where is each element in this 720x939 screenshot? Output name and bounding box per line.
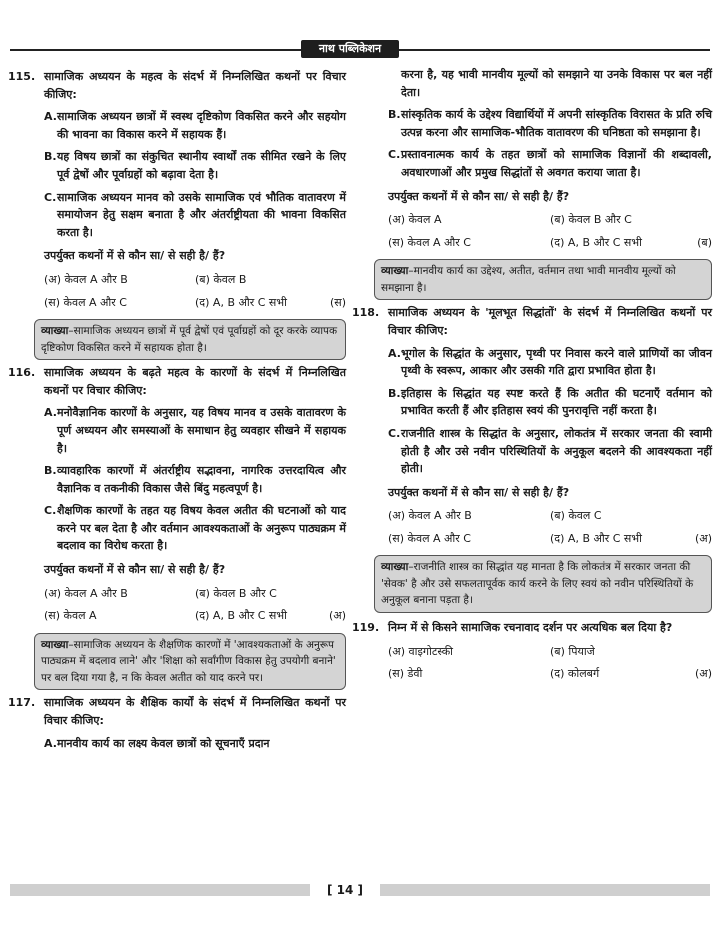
footer-bar-left bbox=[10, 884, 310, 896]
statement-a: मनोवैज्ञानिक कारणों के अनुसार, यह विषय मानव व उसके वातावरण के पूर्ण अध्ययन और समस्याओं के समाधान हेतु व्यवहार सीखने में सहायक है। bbox=[57, 406, 346, 455]
explanation-box bbox=[374, 259, 712, 300]
explanation-box bbox=[34, 319, 346, 360]
option-d: (द) A, B और C सभी (ब) bbox=[550, 234, 712, 252]
explanation-label: व्याख्या bbox=[381, 265, 409, 278]
question-number: 119. bbox=[352, 620, 380, 634]
question-prompt: उपर्युक्त कथनों में से कौन सा/ से सही है/ हैं? bbox=[44, 563, 226, 577]
answer-key: (अ) bbox=[329, 609, 346, 623]
question-119 bbox=[352, 619, 712, 683]
left-column bbox=[8, 66, 346, 752]
question-text: सामाजिक अध्ययन के बढ़ते महत्व के कारणों के संदर्भ में निम्नलिखित कथनों पर विचार कीजिए: bbox=[44, 366, 346, 397]
option-d: (द) कोलबर्ग (अ) bbox=[550, 665, 712, 683]
answer-key: (स) bbox=[329, 295, 346, 309]
page-footer bbox=[10, 880, 710, 902]
question-116: 116. सामाजिक अध्ययन के बढ़ते महत्व के कारणों के संदर्भ में निम्नलिखित कथनों पर विचार कीजिए: A. मनोवैज्ञानिक कारणों के अनुसार, यह विषय मानव व उसके वातावरण के पूर्ण अध्ययन और समस्याओं के समाधान हेतु व्यवहार सीखने में सहायक है। B. व्यावहारिक कारणों में अंतर्राष्ट्रीय सद्भावना, नागरिक उत्तरदायित्व और वैज्ञानिक व तकनीकी विकास जैसे बिंदु महत्वपूर्ण है। C. शैक्षणिक कारणों के तहत यह विषय केवल अतीत की घटनाओं को याद करने पर बल देता है और वर्तमान आवश्यकताओं के अनुरूप पाठ्यक्रम में बदलाव का विरोध करता है। उपर्युक्त कथनों में से कौन सा/ से सही है/ हैं? (अ) केवल A और B (ब) केवल B और C (स) केवल A (द) A, B और C सभी (अ) व्याख्या–सामाजिक अध्ययन के शैक्षणिक कारणों में 'आवश्यकताओं के अनुरूप पाठ्यक्रम में बदलाव लाने' और 'शिक्षा को सर्वांगीण विकास हेतु उपयोगी बनाने' पर बल दिया गया है, न कि केवल अतीत को याद करने पर। bbox=[8, 364, 346, 690]
option-a: (अ) केवल A और B bbox=[44, 586, 128, 600]
question-text: सामाजिक अध्ययन के महत्व के संदर्भ में निम्नलिखित कथनों पर विचार कीजिए: bbox=[44, 70, 346, 101]
question-number: 116. bbox=[8, 366, 36, 380]
statement-a: मानवीय कार्य का लक्ष्य केवल छात्रों को सूचनाएँ प्रदान bbox=[57, 736, 270, 750]
option-b: (ब) केवल B और C bbox=[195, 586, 277, 600]
question-prompt: उपर्युक्त कथनों में से कौन सा/ से सही है/ हैं? bbox=[388, 189, 570, 203]
option-c: (स) डेवी bbox=[388, 667, 423, 681]
statement-b: व्यावहारिक कारणों में अंतर्राष्ट्रीय सद्भावना, नागरिक उत्तरदायित्व और वैज्ञानिक व तकनीकी विकास जैसे बिंदु महत्वपूर्ण है। bbox=[57, 464, 346, 495]
question-prompt: उपर्युक्त कथनों में से कौन सा/ से सही है/ हैं? bbox=[44, 249, 226, 263]
option-c: (स) केवल A bbox=[44, 609, 97, 623]
right-column bbox=[352, 66, 712, 683]
page-number: [ 14 ] bbox=[326, 883, 364, 897]
option-a: (अ) केवल A bbox=[388, 213, 442, 227]
explanation-label: व्याख्या bbox=[41, 638, 69, 651]
option-a: (अ) केवल A और B bbox=[44, 272, 128, 286]
answer-key: (ब) bbox=[697, 235, 712, 249]
option-d: (द) A, B और C सभी (अ) bbox=[550, 530, 712, 548]
statement-a: भूगोल के सिद्धांत के अनुसार, पृथ्वी पर निवास करने वाले प्राणियों का जीवन पृथ्वी के स्वरूप, आकार और उसकी गति द्वारा प्रभावित होता है। bbox=[401, 346, 712, 378]
option-a: (अ) वाइगोटस्की bbox=[388, 644, 454, 658]
question-number: 115. bbox=[8, 70, 36, 83]
question-number: 118. bbox=[352, 306, 380, 320]
options bbox=[44, 585, 346, 625]
option-c: (स) केवल A और C bbox=[388, 531, 471, 545]
option-b: (ब) केवल B और C bbox=[550, 213, 632, 227]
statement-b: यह विषय छात्रों का संकुचित स्थानीय स्वार्थों तक सीमित रखने के लिए पूर्व द्वेषों और पूर्वाग्रहों को बढ़ावा देता है। bbox=[57, 150, 346, 181]
page-header bbox=[10, 38, 710, 62]
statement-a-continued: करना है, यह भावी मानवीय मूल्यों को समझाने या उनके विकास पर बल नहीं देता। bbox=[401, 68, 712, 99]
explanation-text: –मानवीय कार्य का उद्देश्य, अतीत, वर्तमान तथा भावी मानवीय मूल्यों को समझाना है। bbox=[381, 265, 676, 294]
option-c: (स) केवल A और C bbox=[44, 295, 127, 309]
statement-c: सामाजिक अध्ययन मानव को उसके सामाजिक एवं भौतिक वातावरण में समायोजन हेतु सक्षम बनाता है और अंतर्राष्ट्रीयता की भावना विकसित करता है। bbox=[57, 190, 346, 239]
question-118: 118. सामाजिक अध्ययन के 'मूलभूत सिद्धांतों' के संदर्भ में निम्नलिखित कथनों पर विचार कीजिए: A. भूगोल के सिद्धांत के अनुसार, पृथ्वी पर निवास करने वाले प्राणियों का जीवन पृथ्वी के स्वरूप, आकार और उसकी गति द्वारा प्रभावित होता है। B. इतिहास के सिद्धांत यह स्पष्ट करते हैं कि अतीत की घटनाएँ वर्तमान को प्रभावित करती हैं और इतिहास स्वयं की पुनरावृत्ति नहीं करता है। C. राजनीति शास्त्र के सिद्धांत के अनुसार, लोकतंत्र में सरकार जनता की स्वामी होती है और उसे नवीन परिस्थितियों के अनुकूल बदलने की आवश्यकता नहीं होती। उपर्युक्त कथनों में से कौन सा/ से सही है/ हैं? (अ) केवल A और B (ब) केवल C (स) केवल A और C (द) A, B और C सभी (अ) व्याख्या–राजनीति शास्त्र का सिद्धांत यह मानता है कि लोकतंत्र में सरकार जनता की 'सेवक' है और उसे सफलतापूर्वक कार्य करने के लिए स्वयं को नवीन परिस्थितियों के अनुकूल बनाना पड़ता है। bbox=[352, 304, 712, 613]
statement-a: सामाजिक अध्ययन छात्रों में स्वस्थ दृष्टिकोण विकसित करने और सहयोग की भावना का विकास करने में सहायक हैं। bbox=[57, 110, 346, 141]
options bbox=[388, 211, 712, 251]
footer-bar-right bbox=[380, 884, 710, 896]
explanation-text: –सामाजिक अध्ययन के शैक्षणिक कारणों में 'आवश्यकताओं के अनुरूप पाठ्यक्रम में बदलाव लाने' और 'शिक्षा को सर्वांगीण विकास हेतु उपयोगी बनाने' पर बल दिया गया है, न कि केवल अतीत को याद करने पर। bbox=[41, 638, 336, 684]
answer-key: (अ) bbox=[695, 531, 712, 545]
question-117: 117. सामाजिक अध्ययन के शैक्षिक कार्यों के संदर्भ में निम्नलिखित कथनों पर विचार कीजिए: A. मानवीय कार्य का लक्ष्य केवल छात्रों को सूचनाएँ प्रदान bbox=[8, 694, 346, 752]
question-text: सामाजिक अध्ययन के शैक्षिक कार्यों के संदर्भ में निम्नलिखित कथनों पर विचार कीजिए: bbox=[44, 696, 346, 727]
statement-b: सांस्कृतिक कार्य के उद्देश्य विद्यार्थियों में अपनी सांस्कृतिक विरासत के प्रति रुचि उत्पन्न करना और सामाजिक-भौतिक वातावरण की घनिष्ठता को समझाना है। bbox=[401, 108, 712, 139]
question-117-continued: करना है, यह भावी मानवीय मूल्यों को समझाने या उनके विकास पर बल नहीं देता। B. सांस्कृतिक कार्य के उद्देश्य विद्यार्थियों में अपनी सांस्कृतिक विरासत के प्रति रुचि उत्पन्न करना और सामाजिक-भौतिक वातावरण की घनिष्ठता को समझाना है। C. प्रस्तावनात्मक कार्य के तहत छात्रों को सामाजिक विज्ञानों की शब्दावली, अवधारणाओं और प्रमुख सिद्धांतों से अवगत कराया जाता है। उपर्युक्त कथनों में से कौन सा/ से सही है/ हैं? (अ) केवल A (ब) केवल B और C (स) केवल A और C (द) A, B और C सभी (ब) व्याख्या–मानवीय कार्य का उद्देश्य, अतीत, वर्तमान तथा भावी मानवीय मूल्यों को समझाना है। bbox=[352, 66, 712, 300]
option-b: (ब) केवल C bbox=[550, 509, 602, 523]
explanation-text: –सामाजिक अध्ययन छात्रों में पूर्व द्वेषों एवं पूर्वाग्रहों को दूर करके व्यापक दृष्टिकोण विकसित करने में सहायक होता है। bbox=[41, 325, 338, 354]
option-d: (द) A, B और C सभी (अ) bbox=[195, 607, 346, 625]
statement-c: प्रस्तावनात्मक कार्य के तहत छात्रों को सामाजिक विज्ञानों की शब्दावली, अवधारणाओं और प्रमुख सिद्धांतों से अवगत कराया जाता है। bbox=[401, 148, 712, 179]
statement-c: शैक्षणिक कारणों के तहत यह विषय केवल अतीत की घटनाओं को याद करने पर बल देता है और वर्तमान आवश्यकताओं के अनुरूप पाठ्यक्रम में बदलाव का विरोध करता है। bbox=[57, 504, 346, 553]
options bbox=[44, 271, 346, 311]
publisher-name: नाथ पब्लिकेशन bbox=[301, 40, 399, 58]
explanation-label: व्याख्या bbox=[41, 325, 69, 338]
question-text: सामाजिक अध्ययन के 'मूलभूत सिद्धांतों' के संदर्भ में निम्नलिखित कथनों पर विचार कीजिए: bbox=[388, 306, 712, 337]
question-115: 115. सामाजिक अध्ययन के महत्व के संदर्भ में निम्नलिखित कथनों पर विचार कीजिए: A. सामाजिक अध्ययन छात्रों में स्वस्थ दृष्टिकोण विकसित करने और सहयोग की भावना का विकास करने में सहायक हैं। B. यह विषय छात्रों का संकुचित स्थानीय स्वार्थों तक सीमित रखने के लिए पूर्व द्वेषों और पूर्वाग्रहों को बढ़ावा देता है। C. सामाजिक अध्ययन मानव को उसके सामाजिक एवं भौतिक वातावरण में समायोजन हेतु सक्षम बनाता है और अंतर्राष्ट्रीयता की भावना विकसित करता है। उपर्युक्त कथनों में से कौन सा/ से सही है/ हैं? (अ) केवल A और B (ब) केवल B (स) केवल A और C (द) A, B और C सभी (स) व्याख्या–सामाजिक अध्ययन छात्रों में पूर्व द्वेषों एवं पूर्वाग्रहों को दूर करके व्यापक दृष्टिकोण विकसित करने में सहायक होता है। bbox=[8, 68, 346, 360]
option-b: (ब) केवल B bbox=[195, 272, 247, 286]
option-d: (द) A, B और C सभी (स) bbox=[195, 294, 346, 312]
question-text: निम्न में से किसने सामाजिक रचनावाद दर्शन पर अत्यधिक बल दिया है? bbox=[388, 620, 673, 634]
statement-c: राजनीति शास्त्र के सिद्धांत के अनुसार, लोकतंत्र में सरकार जनता की स्वामी होती है और उसे नवीन परिस्थितियों के अनुकूल बदलने की आवश्यकता नहीं होती। bbox=[401, 426, 712, 476]
explanation-box bbox=[374, 555, 712, 613]
answer-key: (अ) bbox=[695, 667, 712, 681]
explanation-label: व्याख्या bbox=[381, 561, 409, 574]
question-number: 117. bbox=[8, 696, 36, 710]
option-a: (अ) केवल A और B bbox=[388, 509, 472, 523]
options bbox=[388, 507, 712, 547]
options bbox=[388, 643, 712, 683]
explanation-box bbox=[34, 633, 346, 691]
explanation-text: –राजनीति शास्त्र का सिद्धांत यह मानता है कि लोकतंत्र में सरकार जनता की 'सेवक' है और उसे सफलतापूर्वक कार्य करने के लिए स्वयं को नवीन परिस्थितियों के अनुकूल बनाना पड़ता है। bbox=[381, 561, 694, 607]
question-prompt: उपर्युक्त कथनों में से कौन सा/ से सही है/ हैं? bbox=[388, 485, 570, 499]
option-c: (स) केवल A और C bbox=[388, 235, 471, 249]
option-b: (ब) पियाजे bbox=[550, 644, 595, 658]
statement-b: इतिहास के सिद्धांत यह स्पष्ट करते हैं कि अतीत की घटनाएँ वर्तमान को प्रभावित करती हैं और इतिहास स्वयं की पुनरावृत्ति नहीं करता है। bbox=[401, 386, 712, 418]
